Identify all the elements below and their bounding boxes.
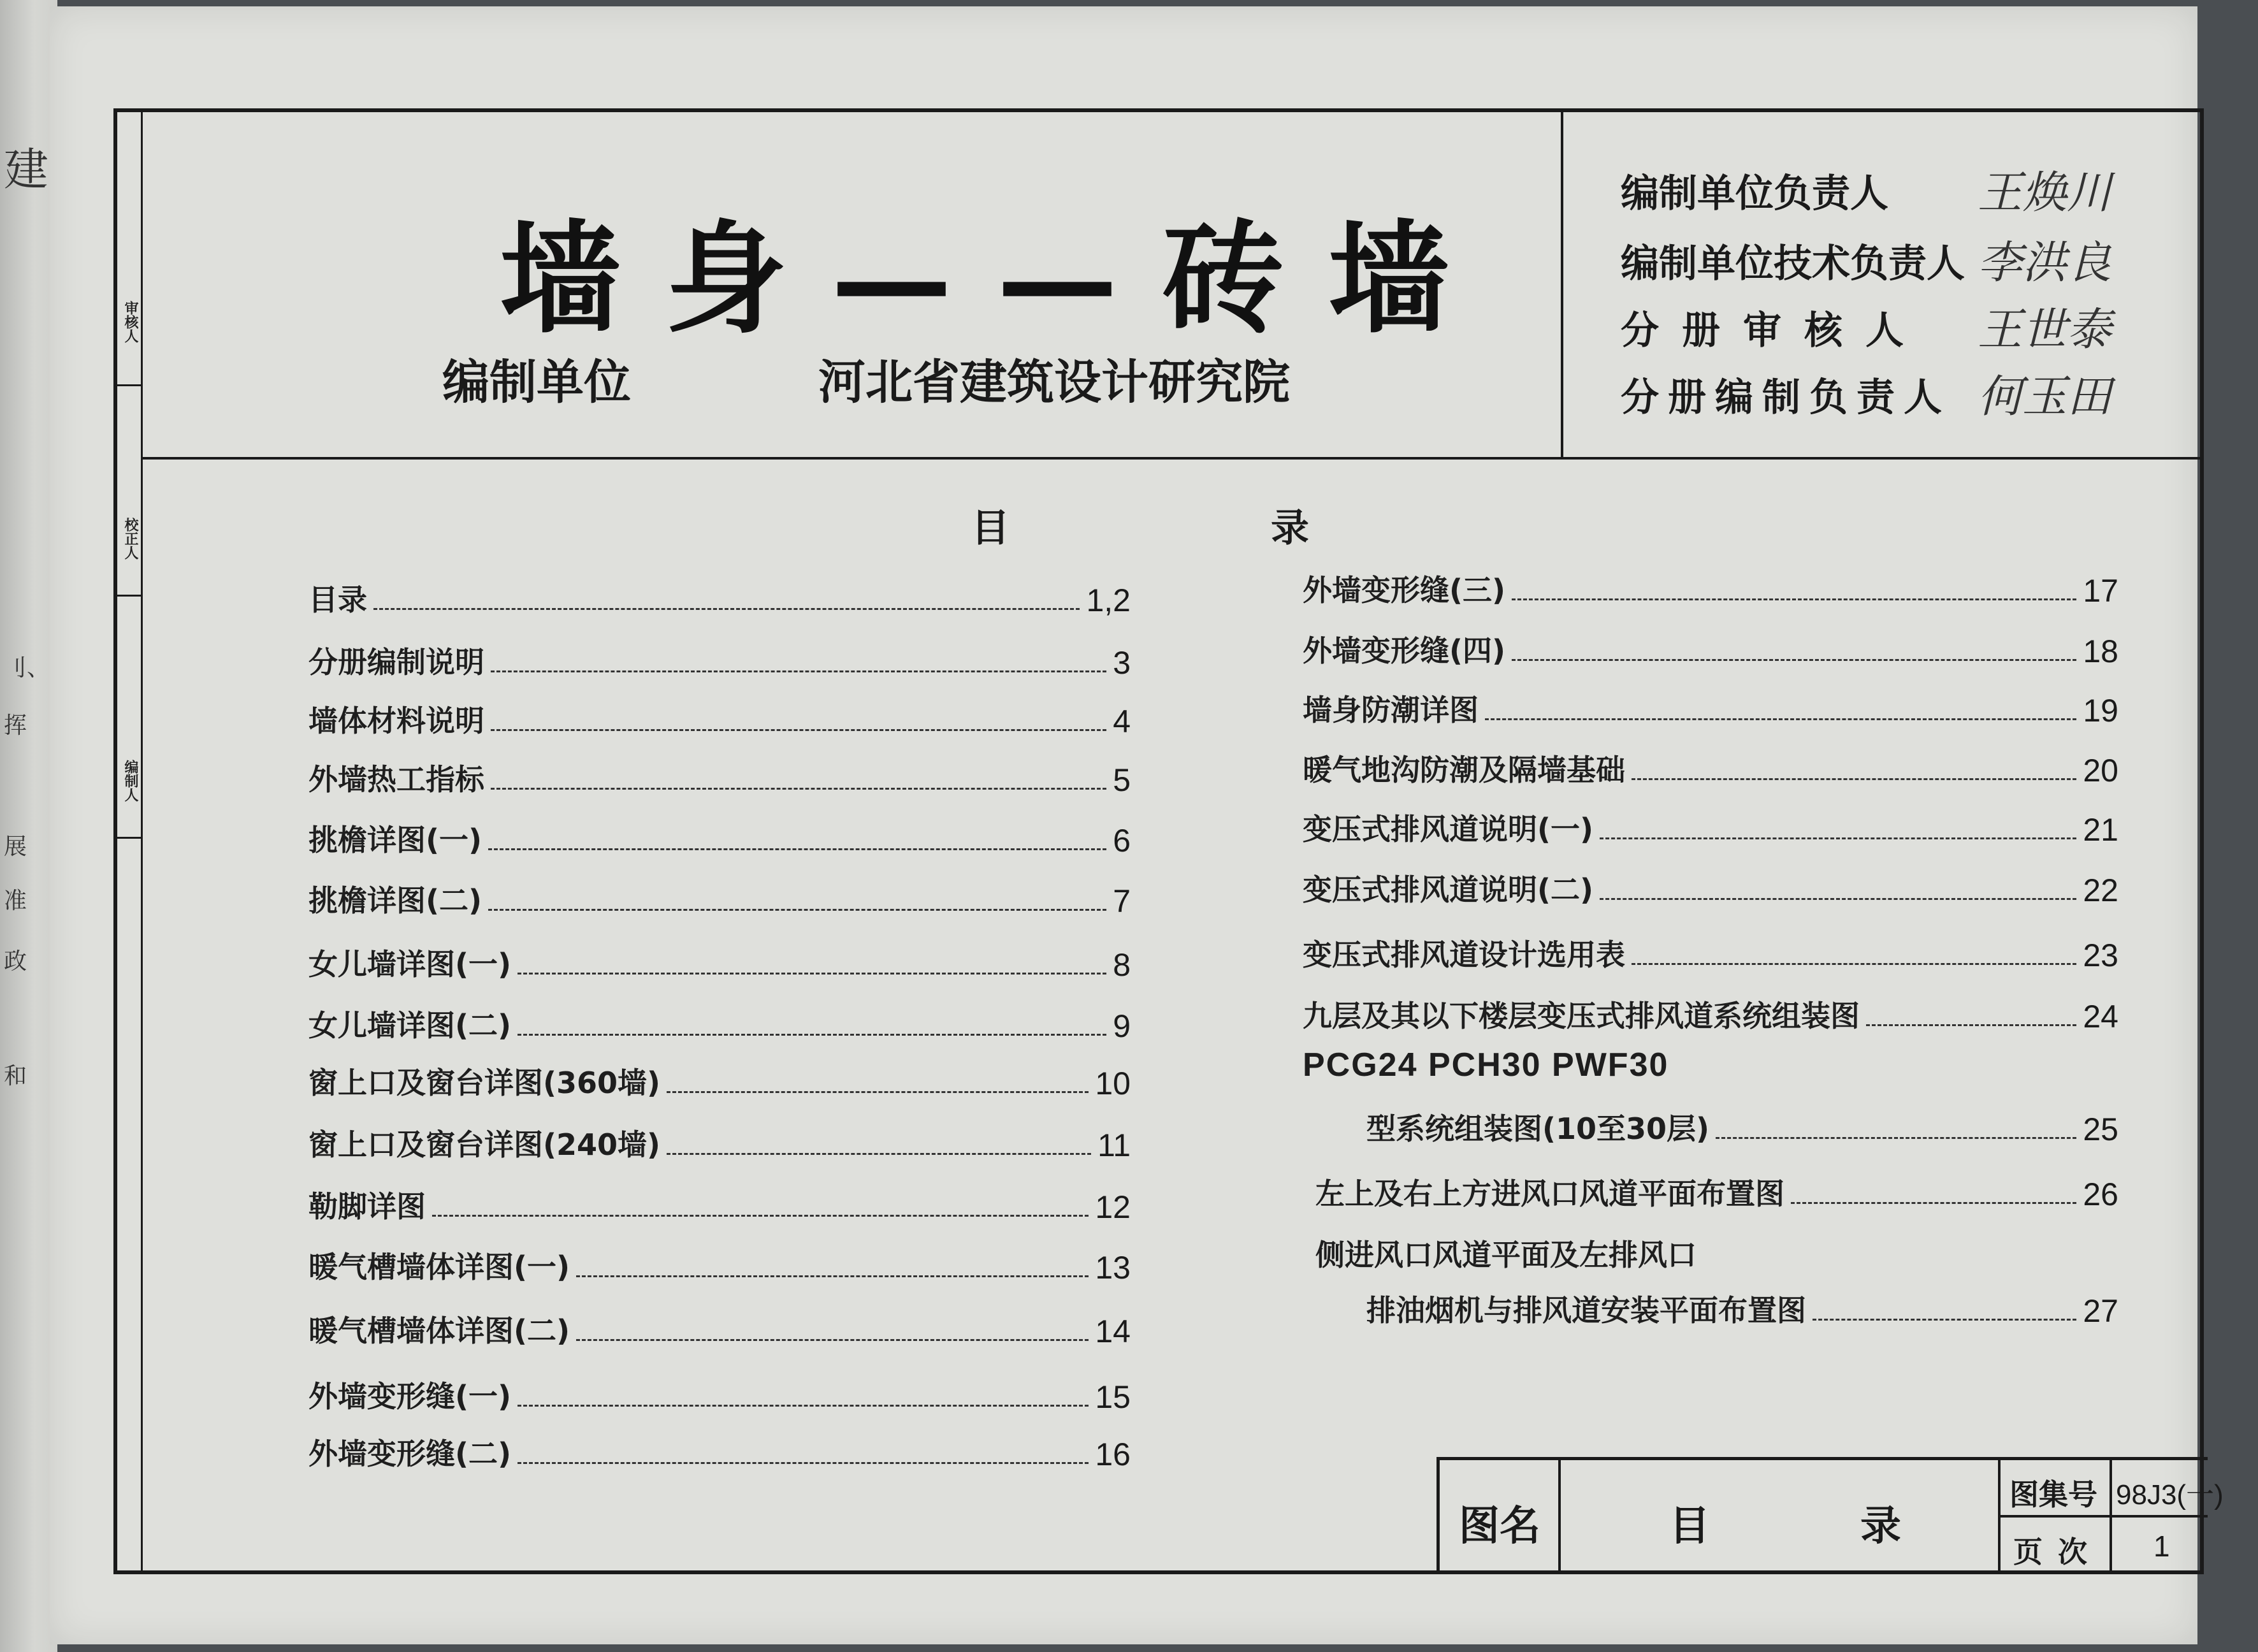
toc-entry-title-line1: 侧进风口风道平面及左排风口 (1315, 1238, 1697, 1272)
toc-entry-title: 外墙变形缝(三) (1303, 573, 1506, 607)
toc-entry-title: 暖气地沟防潮及隔墙基础 (1303, 753, 1625, 787)
leader-dots (1485, 718, 2076, 720)
toc-entry-title: 暖气槽墙体详图(二) (308, 1314, 570, 1348)
toc-entry-title: 分册编制说明 (308, 645, 484, 679)
leader-dots (1716, 1137, 2076, 1139)
binding-strip (117, 112, 143, 1570)
toc-entry[interactable] (308, 1187, 1131, 1226)
unit-label: 编制单位 (442, 355, 631, 410)
toc-entry-title: 墙身防潮详图 (1303, 693, 1479, 727)
leader-dots (1600, 837, 2076, 839)
toc-entry-page: 12 (1095, 1189, 1131, 1225)
toc-entry[interactable] (1303, 871, 2118, 909)
toc-heading-left: 目 (971, 506, 1010, 551)
atlas-number-value: 98J3(一) (2116, 1479, 2224, 1511)
leader-dots (491, 670, 1106, 672)
left-page-fragment: 刂、 (4, 655, 50, 681)
toc-entry-page: 15 (1095, 1379, 1131, 1415)
toc-entry-title: 暖气槽墙体详图(一) (308, 1250, 570, 1284)
title-block-name-value-cell (1561, 1460, 2001, 1574)
toc-entry-title-line1: PCG24 PCH30 PWF30 (1303, 1047, 1669, 1083)
unit-name: 河北省建筑设计研究院 (818, 355, 1290, 410)
toc-entry[interactable] (308, 881, 1131, 920)
toc-entry-title: 窗上口及窗台详图(240墙) (308, 1127, 661, 1162)
toc-entry[interactable] (308, 1248, 1131, 1286)
toc-entry-title: 目录 (308, 583, 367, 617)
toc-entry-page: 23 (2083, 938, 2118, 973)
toc-entry-title: 勒脚详图 (308, 1189, 426, 1224)
toc-entry[interactable] (308, 1126, 1131, 1164)
toc-entry-page: 14 (1095, 1314, 1131, 1349)
responsible-row (1621, 233, 2258, 297)
binding-cell-reviewer: 审核人 (117, 259, 143, 386)
toc-entry-title: 女儿墙详图(一) (308, 947, 512, 982)
leader-dots (517, 1034, 1106, 1036)
toc-entry-title: 外墙变形缝(二) (308, 1437, 512, 1471)
toc-entry-title: 外墙变形缝(一) (308, 1379, 512, 1414)
signature: 王世泰 (1978, 303, 2111, 356)
page-number-label-cell (2001, 1518, 2112, 1574)
page-number-value-cell (2112, 1518, 2208, 1574)
toc-entry[interactable] (1303, 997, 2118, 1035)
atlas-number-label-cell (2001, 1460, 2112, 1518)
toc-entry[interactable] (1303, 632, 2118, 670)
toc-entry-page: 18 (2083, 634, 2118, 669)
responsible-label: 分册编制负责人 (1621, 375, 1951, 420)
toc-entry[interactable] (1303, 691, 2118, 729)
leader-dots (1813, 1319, 2076, 1321)
toc-entry-title: 外墙热工指标 (308, 762, 484, 797)
signature: 何玉田 (1978, 370, 2111, 423)
leader-dots (576, 1339, 1089, 1341)
toc-entry-title: 排油烟机与排风道安装平面布置图 (1366, 1293, 1806, 1328)
left-page-fragment: 准 (4, 888, 27, 914)
leader-dots (1632, 778, 2076, 780)
atlas-number-value-cell (2112, 1460, 2224, 1518)
toc-entry[interactable] (308, 1435, 1131, 1473)
toc-entry-title: 九层及其以下楼层变压式排风道系统组装图 (1303, 999, 1860, 1033)
responsible-label: 分册审核人 (1621, 308, 1927, 353)
toc-entry-page: 26 (2083, 1177, 2118, 1212)
atlas-number-label: 图集号 (2009, 1477, 2097, 1512)
toc-entry[interactable] (1303, 571, 2118, 609)
leader-dots (667, 1091, 1089, 1093)
toc-entry[interactable] (308, 945, 1131, 983)
toc-entry-page: 10 (1095, 1066, 1131, 1101)
title-block (1437, 1457, 2224, 1574)
leader-dots (488, 848, 1106, 850)
toc-heading-right: 录 (1271, 506, 1309, 551)
responsible-persons-box (1561, 112, 2200, 457)
toc-entry-title: 左上及右上方进风口风道平面布置图 (1315, 1177, 1784, 1211)
title-block-name-value-1: 目 (1669, 1503, 1710, 1550)
left-page-fragment: 和 (4, 1063, 27, 1089)
responsible-label: 编制单位负责人 (1621, 171, 1888, 216)
left-page-fragment: 政 (4, 948, 27, 975)
leader-dots (488, 909, 1106, 911)
drawing-sheet (50, 6, 2224, 1644)
toc-entry[interactable] (308, 702, 1131, 740)
title-block-name-label-cell (1440, 1460, 1561, 1574)
leader-dots (517, 973, 1106, 975)
leader-dots (1512, 659, 2076, 661)
leader-dots (1512, 598, 2076, 600)
toc-entry-page: 20 (2083, 753, 2118, 788)
binding-cell-checker: 校正人 (117, 482, 143, 597)
leader-dots (491, 729, 1106, 731)
leader-dots (1600, 898, 2076, 900)
toc-entry[interactable] (308, 821, 1131, 859)
toc-entry[interactable] (1366, 1110, 2118, 1148)
toc-entry-page: 22 (2083, 873, 2118, 908)
toc-entry-page: 27 (2083, 1293, 2118, 1329)
toc-entry-page: 4 (1113, 704, 1131, 739)
responsible-row (1621, 367, 2258, 431)
toc-entry-page: 24 (2083, 999, 2118, 1034)
toc-entry[interactable] (308, 1064, 1131, 1102)
toc-entry[interactable] (308, 643, 1131, 681)
responsible-label: 编制单位技术负责人 (1621, 242, 1965, 286)
toc-entry-page: 25 (2083, 1112, 2118, 1147)
toc-entry-page: 6 (1113, 823, 1131, 859)
page-number-value: 1 (2153, 1530, 2170, 1563)
left-page-fragment: 挥 (4, 713, 27, 739)
toc-entry-page: 7 (1113, 883, 1131, 919)
title-block-name-value-2: 录 (1860, 1503, 1901, 1550)
toc-entry-page: 17 (2083, 573, 2118, 609)
leader-dots (517, 1462, 1089, 1464)
toc-entry-title: 女儿墙详图(二) (308, 1008, 512, 1043)
toc-entry-page: 13 (1095, 1250, 1131, 1286)
responsible-row (1621, 300, 2258, 364)
toc-entry-page: 8 (1113, 947, 1131, 983)
toc-entry[interactable] (308, 581, 1131, 619)
toc-entry-title: 型系统组装图(10至30层) (1366, 1112, 1710, 1146)
signature: 王焕川 (1978, 166, 2111, 219)
toc-entry[interactable] (1303, 810, 2118, 848)
toc-entry-page: 5 (1113, 762, 1131, 798)
toc-entry-page: 1,2 (1086, 583, 1131, 618)
toc-entry[interactable] (308, 1312, 1131, 1350)
toc-entry-title: 变压式排风道说明(一) (1303, 812, 1594, 846)
toc-entry-title: 挑檐详图(二) (308, 883, 482, 918)
toc-entry-page: 11 (1097, 1127, 1131, 1163)
toc-entry-page: 3 (1113, 645, 1131, 681)
leader-dots (1866, 1024, 2076, 1026)
toc-entry[interactable] (1303, 936, 2118, 974)
leader-dots (491, 788, 1106, 790)
toc-entry[interactable] (308, 1006, 1131, 1045)
title-block-name-label: 图名 (1459, 1503, 1540, 1550)
toc-entry[interactable] (308, 1377, 1131, 1416)
left-page-edge (0, 0, 57, 1652)
leader-dots (373, 608, 1080, 610)
toc-entry-page: 21 (2083, 812, 2118, 848)
toc-entry-title: 变压式排风道设计选用表 (1303, 938, 1625, 972)
toc-entry[interactable] (1303, 751, 2118, 789)
toc-entry[interactable] (1315, 1175, 2118, 1213)
leader-dots (517, 1405, 1089, 1407)
header (143, 112, 2200, 460)
signature: 李洪良 (1978, 236, 2111, 289)
toc-entry[interactable] (308, 760, 1131, 799)
leader-dots (1791, 1202, 2076, 1204)
leader-dots (576, 1275, 1089, 1277)
toc-entry-title: 窗上口及窗台详图(360墙) (308, 1066, 661, 1100)
binding-cell-editor: 编制人 (117, 724, 143, 839)
page-title: 墙身——砖墙 (500, 208, 1494, 350)
toc-entry[interactable] (1366, 1291, 2118, 1330)
toc-entry-page: 19 (2083, 693, 2118, 728)
leader-dots (1632, 963, 2076, 965)
drawing-frame (113, 108, 2224, 1574)
toc-entry-title: 挑檐详图(一) (308, 823, 482, 857)
left-page-fragment: 建 (4, 143, 48, 196)
toc-entry-title: 墙体材料说明 (308, 704, 484, 738)
toc-entry-title: 外墙变形缝(四) (1303, 634, 1506, 668)
leader-dots (432, 1215, 1089, 1217)
leader-dots (667, 1153, 1091, 1155)
responsible-row (1621, 163, 2258, 227)
toc-entry-page: 9 (1113, 1008, 1131, 1044)
toc-entry-title: 变压式排风道说明(二) (1303, 873, 1594, 907)
page-number-label: 页次 (2013, 1535, 2102, 1569)
left-page-fragment: 展 (4, 834, 27, 860)
toc-entry-page: 16 (1095, 1437, 1131, 1472)
